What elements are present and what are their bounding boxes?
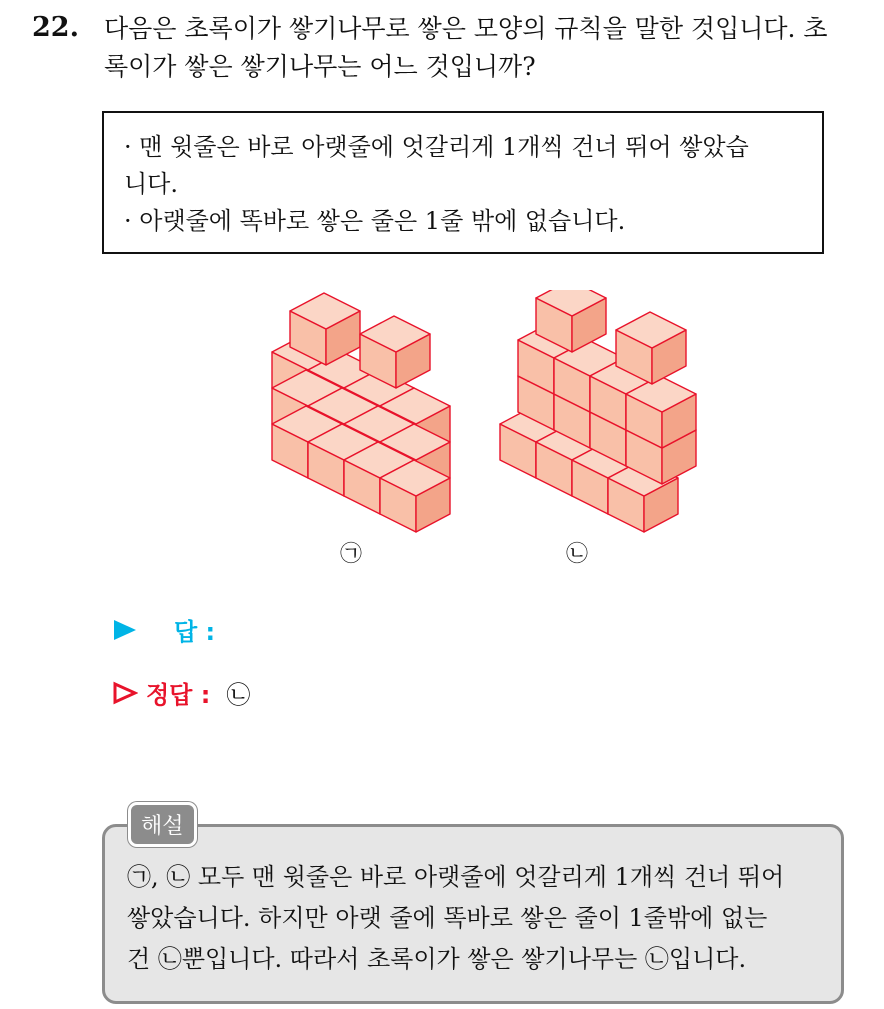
figure-a-blocks (272, 293, 450, 532)
answer-blank-row (112, 612, 215, 647)
explanation-line-2: 쌓았습니다. 하지만 아랫 줄에 똑바로 쌓은 줄이 1줄밖에 없는 (127, 904, 768, 932)
answer-correct-label: 정답 : (146, 681, 211, 709)
block-figures (250, 290, 710, 540)
figure-a-label: ㉠ (340, 542, 363, 567)
play-outline-icon (112, 681, 138, 705)
explanation-tab: 해설 (128, 802, 197, 847)
play-icon (112, 618, 138, 642)
rules-box (102, 111, 824, 254)
figure-b-blocks (500, 290, 696, 532)
rule-line-2: 니다. (124, 170, 178, 198)
explanation-line-1: ㉠, ㉡ 모두 맨 윗줄은 바로 아랫줄에 엇갈리게 1개씩 건너 뛰어 (127, 863, 785, 891)
explanation-box (102, 824, 844, 1004)
question-text (104, 10, 874, 86)
question-line-2: 록이가 쌓은 쌓기나무는 어느 것입니까? (104, 52, 536, 81)
answer-correct-row (112, 675, 250, 710)
figure-b-label: ㉡ (566, 542, 589, 567)
question-number: 22. (32, 12, 79, 43)
question-line-1: 다음은 초록이가 쌓기나무로 쌓은 모양의 규칙을 말한 것입니다. 초 (104, 14, 828, 43)
answer-blank-label: 답 : (174, 618, 216, 646)
answer-correct-value: ㉡ (226, 681, 251, 709)
explanation-line-3: 건 ㉡뿐입니다. 따라서 초록이가 쌓은 쌓기나무는 ㉡입니다. (127, 945, 747, 973)
rule-line-3: · 아랫줄에 똑바로 쌓은 줄은 1줄 밖에 없습니다. (124, 207, 626, 235)
rule-line-1: · 맨 윗줄은 바로 아랫줄에 엇갈리게 1개씩 건너 뛰어 쌓았습 (124, 133, 749, 161)
